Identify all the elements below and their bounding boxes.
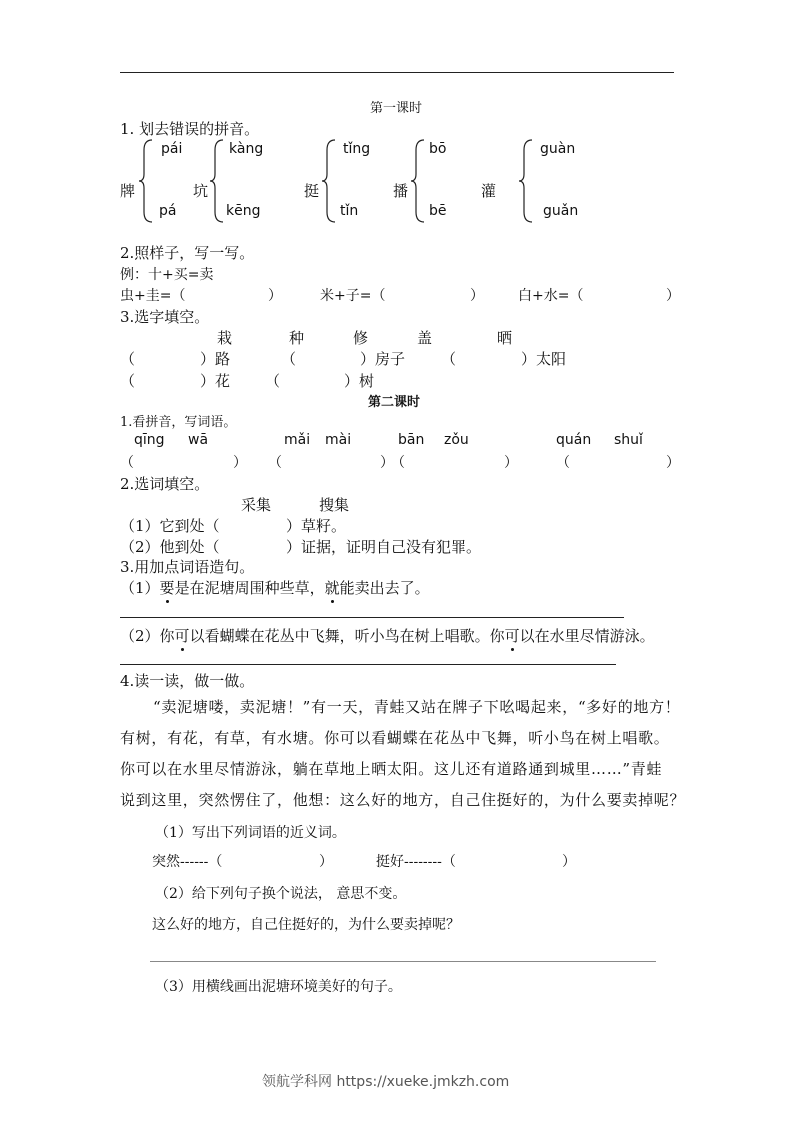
s2-q1-paren-open1: （ [120,455,134,471]
q2-item2-expr: 米+子=（ [320,288,386,304]
q3-r2-close1: ）花 [200,372,231,390]
s2-q1-paren-close4: ） [666,455,680,471]
q3-r2-close2: ）树 [344,372,375,390]
s2-q2-choice-souji: 搜集 [319,496,350,514]
pinyin-mai2: mài [325,432,352,448]
q4-sub2: （2）给下列句子换个说法， 意思不变。 [155,886,407,902]
s2-q2-s1-prefix: （1）它到处（ [120,517,220,535]
brace-keng [209,138,225,224]
q4-sub1: （1）写出下列词语的近义词。 [155,825,346,841]
q2-item1-expr: 虫+圭=（ [120,288,186,304]
section2-title: 第二课时 [368,395,421,410]
s2-dotted-ke1: 可 [174,627,190,645]
q3-choice-zai: 栽 [217,329,233,347]
s2-q3-title: 3.用加点词语造句。 [120,558,255,576]
s2-q3-sentence1 [120,577,430,598]
q4-sub3: （3）用横线画出泥塘环境美好的句子。 [155,979,402,995]
s2-part-a: （2）你 [120,627,175,645]
char-pai: 牌 [120,182,136,200]
s1-dotted-jiu: 就 [324,579,340,597]
s2-part-c: 以看蝴蝶在花丛中飞舞，听小鸟在树上唱歌。你 [189,627,505,645]
pinyin-wa: wā [188,432,209,448]
passage-line-1: “卖泥塘喽，卖泥塘！”有一天，青蛙又站在牌子下吆喝起来，“多好的地方！ [153,698,681,716]
answer-line-1 [120,617,624,618]
q3-r1-close3: ）太阳 [521,350,567,368]
pinyin-bottom-keng: kēng [226,203,261,219]
q3-r1-close1: ）路 [200,350,231,368]
q4-syn1-close: ） [319,854,333,870]
pinyin-top-bo: bō [429,141,447,157]
pinyin-top-pai: pái [161,141,183,157]
s2-q1-paren-close1: ） [233,455,247,471]
q2-item1-close: ） [268,288,282,304]
header-rule [120,72,674,73]
q2-example: 例：十+买=卖 [120,267,214,283]
s2-q2-s2-suffix: ）证据，证明自己没有犯罪。 [286,538,482,556]
char-keng: 坑 [193,182,209,200]
s2-q1-paren-open4: （ [556,455,570,471]
q3-r1-close2: ）房子 [360,350,406,368]
s2-q1-paren-close3: ） [504,455,518,471]
s2-q1-title: 1.看拼音，写词语。 [120,415,237,430]
q3-choice-xiu: 修 [353,329,369,347]
s2-q2-s1-suffix: ）草籽。 [286,517,347,535]
q3-r1-open1: （ [120,350,136,368]
q4-syn1-word: 突然------（ [152,854,223,870]
pinyin-top-ting: tǐng [343,141,371,157]
char-ting: 挺 [304,182,320,200]
brace-bo [410,138,426,224]
pinyin-mai1: mǎi [284,432,311,448]
q3-title: 3.选字填空。 [120,308,210,326]
q4-syn2-word: 挺好--------（ [376,854,456,870]
char-guan: 灌 [481,182,497,200]
q3-r2-open2: （ [265,372,281,390]
footer-watermark: 领航学科网 https://xueke.jmkzh.com [262,1074,510,1090]
pinyin-bottom-bo: bē [429,203,447,219]
s2-q1-paren-close2: ） [380,455,394,471]
pinyin-shui: shuǐ [614,432,643,448]
pinyin-bottom-ting: tǐn [340,203,359,219]
s1-dotted-yao: 要 [159,579,175,597]
q2-item2-close: ） [470,288,484,304]
s2-dotted-ke2: 可 [504,627,520,645]
s1-part-e: 能卖出去了。 [339,579,430,597]
q3-choice-shai: 晒 [497,329,513,347]
passage-line-4: 说到这里，突然愣住了，他想：这么好的地方，自己住挺好的，为什么要卖掉呢？ [120,791,686,809]
q2-item3-expr: 白+水=（ [518,288,584,304]
passage-line-3: 你可以在水里尽情游泳，躺在草地上晒太阳。这儿还有道路通到城里……”青蛙 [120,760,663,778]
s1-part-c: 是在泥塘周围种些草， [174,579,325,597]
s1-part-a: （1） [120,579,160,597]
s2-q3-sentence2 [120,625,655,646]
char-bo: 播 [393,182,409,200]
answer-line-3 [150,961,656,962]
s2-q2-title: 2.选词填空。 [120,475,210,493]
q1-title: 1. 划去错误的拼音。 [120,120,260,138]
s2-q4-title: 4.读一读，做一做。 [120,672,255,690]
q4-sentence: 这么好的地方，自己住挺好的，为什么要卖掉呢？ [152,917,460,933]
s2-q1-paren-open3: （ [391,455,405,471]
brace-pai [138,138,154,224]
q3-r1-open2: （ [281,350,297,368]
q3-choice-gai: 盖 [417,329,433,347]
pinyin-bottom-pai: pá [159,203,177,219]
q3-choice-zhong: 种 [289,329,305,347]
q4-syn2-close: ） [562,854,576,870]
pinyin-top-guan: guàn [540,141,576,157]
brace-ting [321,138,337,224]
q2-item3-close: ） [666,288,680,304]
s2-part-e: 以在水里尽情游泳。 [519,627,655,645]
pinyin-bottom-guan: guǎn [543,203,579,219]
brace-guan [518,138,534,224]
pinyin-zou: zǒu [444,432,469,448]
s2-q2-s2-prefix: （2）他到处（ [120,538,220,556]
q3-r1-open3: （ [441,350,457,368]
q3-r2-open1: （ [120,372,136,390]
passage-line-2: 有树，有花，有草，有水塘。你可以看蝴蝶在花丛中飞舞，听小鸟在树上唱歌。 [120,729,670,747]
pinyin-ban: bān [398,432,425,448]
s2-q1-paren-open2: （ [268,455,282,471]
q2-title: 2.照样子，写一写。 [120,244,255,262]
pinyin-quan: quán [556,432,592,448]
pinyin-qing: qīng [134,432,165,448]
s2-q2-choice-caiji: 采集 [241,496,272,514]
pinyin-top-keng: kàng [229,141,264,157]
section1-title: 第一课时 [370,101,423,116]
answer-line-2 [120,664,616,665]
